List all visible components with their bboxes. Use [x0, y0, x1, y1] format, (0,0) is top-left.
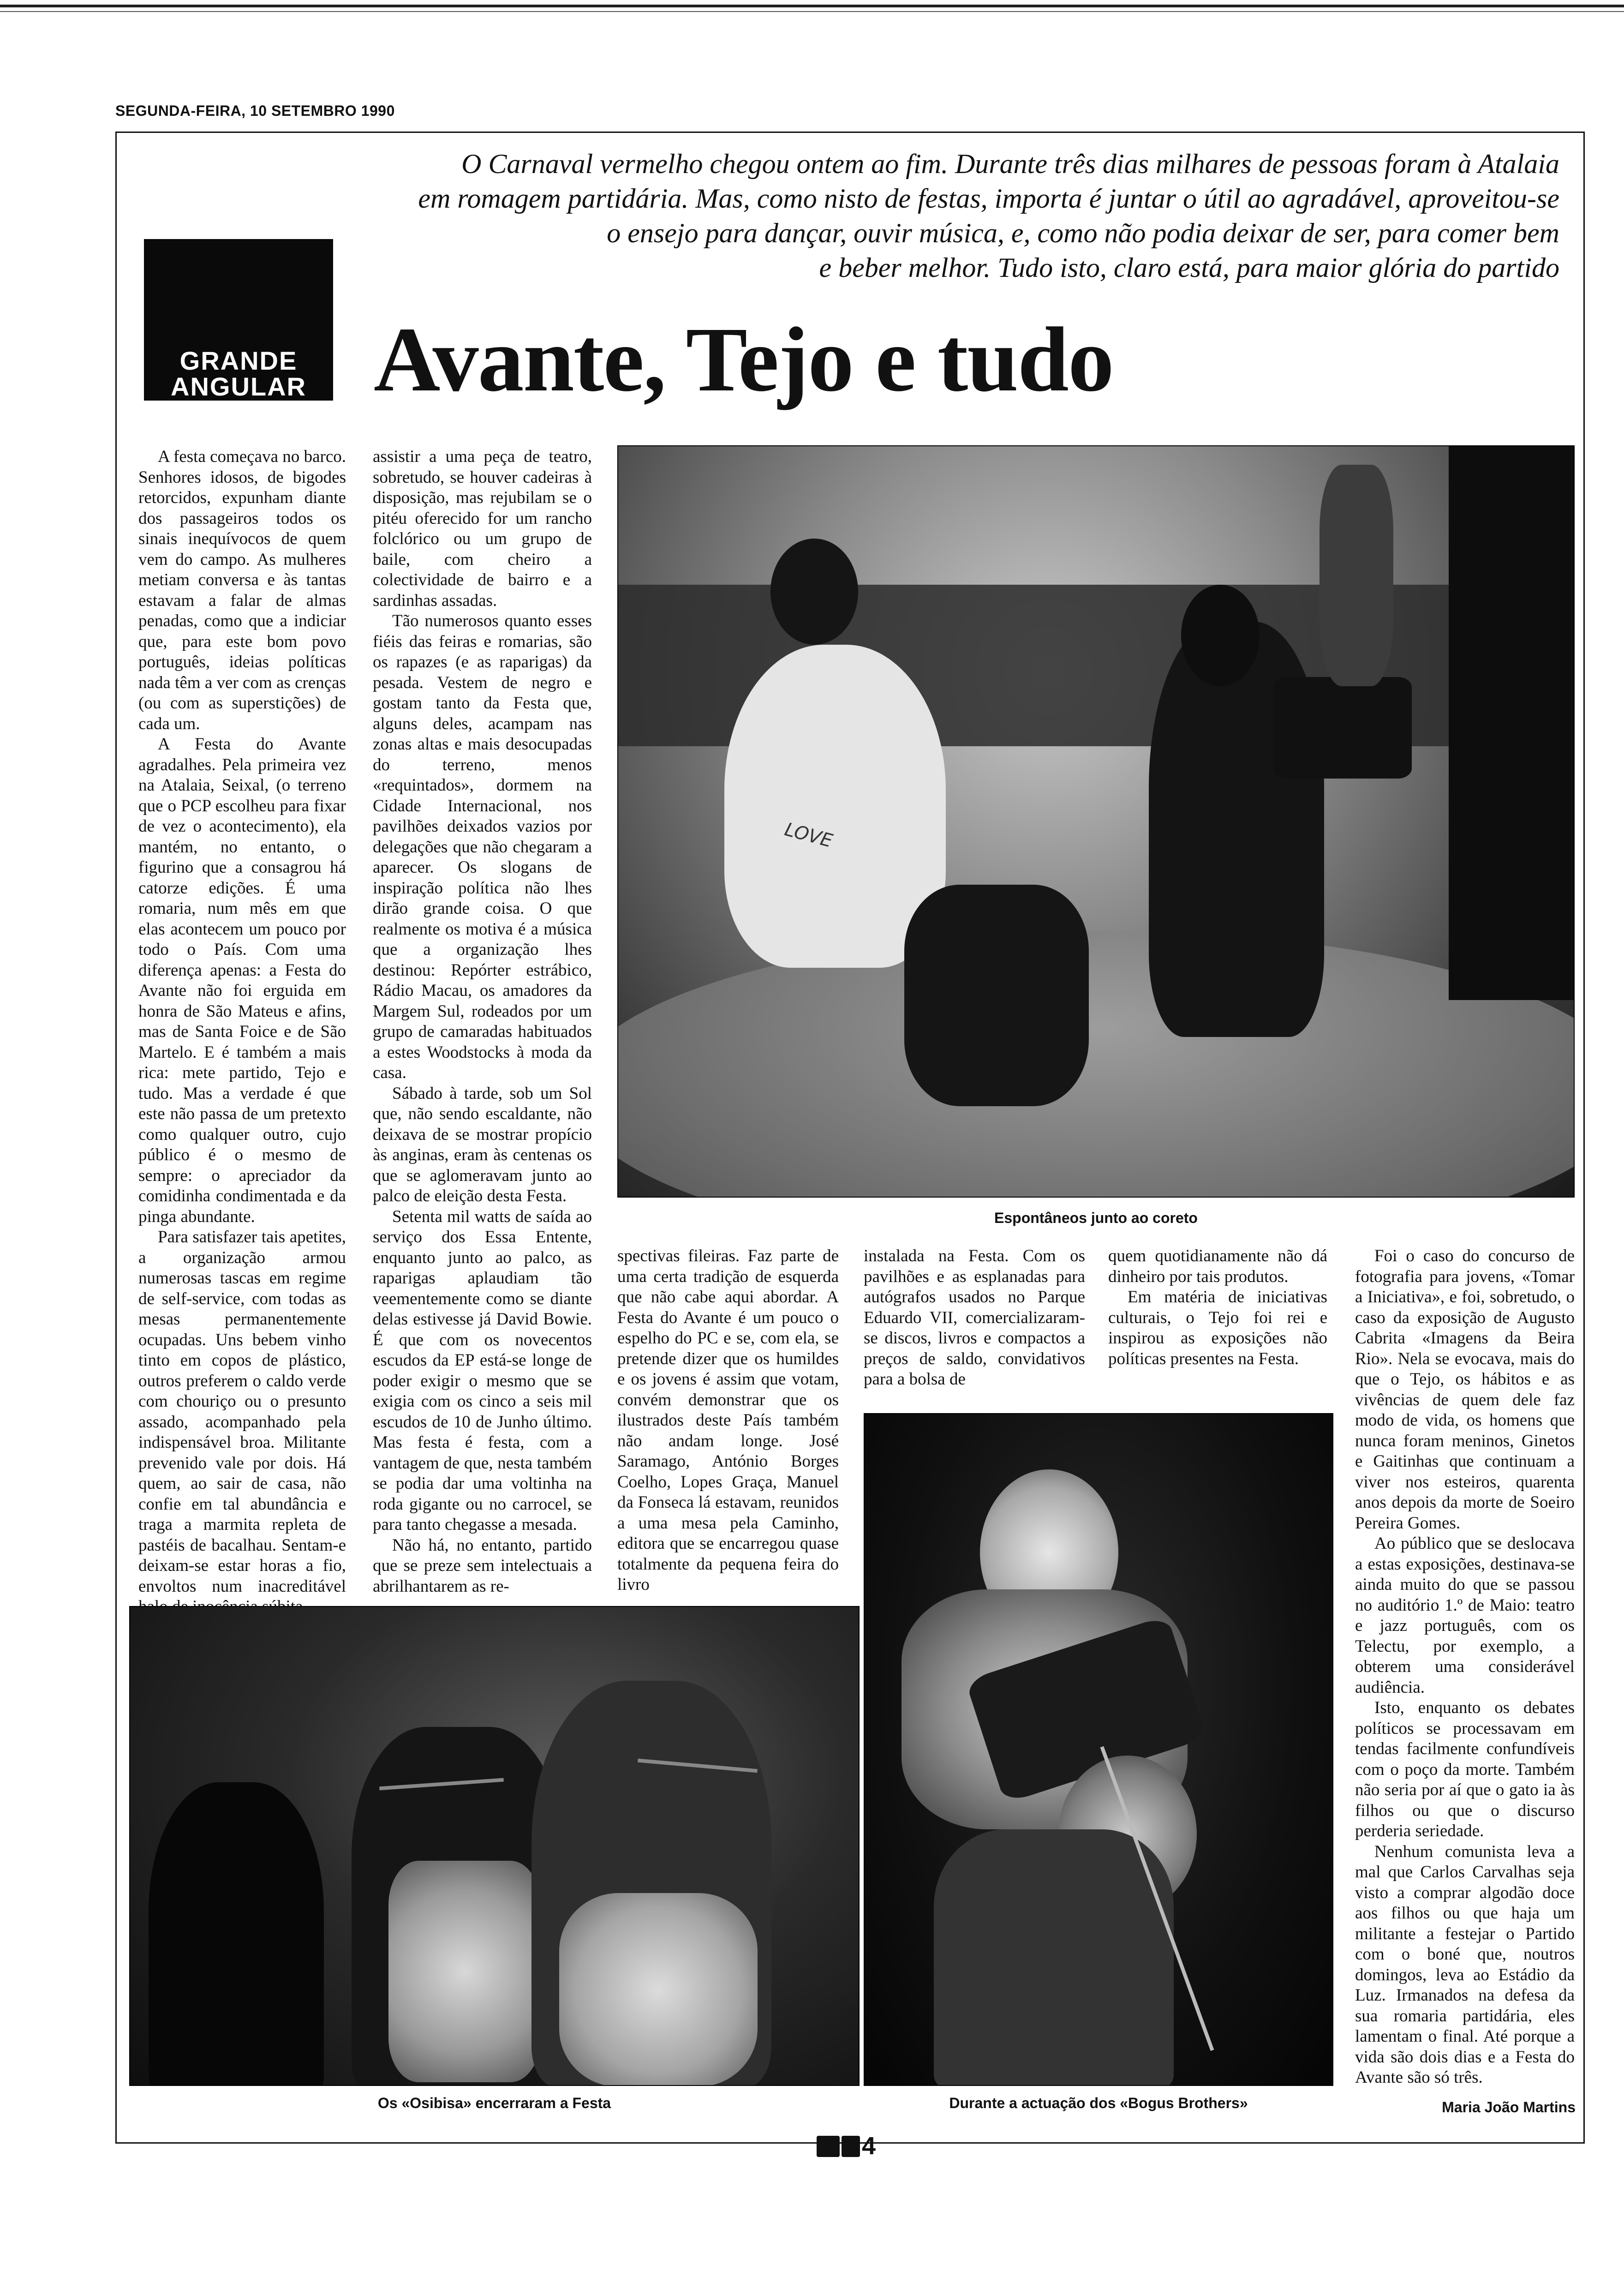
page-folio [817, 2132, 876, 2160]
photo-osibisa-caption: Os «Osibisa» encerraram a Festa [377, 2095, 611, 2111]
paragraph: Para satisfazer tais apetites, a organização armou numerosas tascas em regime de self-service, com todas as mesas permanentemente ocupadas. Uns bebem vinho tinto em copos de plástico, outros preferem o caldo verde com chouriço ou o presunto assado, acompanhado pela indispensável broa. Militante prevenido vale por dois. Há quem, ao sair de casa, não confie em tal abundância e traga a marmita repleta de pastéis de bacalhau. Sentam-e deixam-se estar horas a fio, envoltos num inacreditável [138, 1228, 346, 1596]
top-border-rule-thin [0, 11, 1624, 12]
paragraph: Sábado à tarde, sob um Sol que, não sendo escaldante, não deixava de se mostrar propício às anginas, eram às centenas os que se aglomeravam junto ao palco de eleição desta Festa. [373, 1084, 592, 1205]
paragraph: Ao público que se deslocava a estas exposições, destinava-se ainda muito do que se passou no auditório 1.º de Maio: teatro e jazz português, com os Telectu, por exemplo, a obterem uma considerável audiência. [1355, 1534, 1575, 1697]
paragraph: Foi o caso do concurso de fotografia para jovens, «Tomar a Iniciativa», e foi, sobretudo, o caso da exposição de Augusto Cabrita «Imagens da Beira Rio». Nela se evocava, mais do que o Tejo, os hábitos e as vivências de quem dele faz modo de vida, os homens que nunca foram meninos, Ginetos e Gaitinhas que continuam a viver nos esteiros, quarenta anos depois da morte de Soeiro Pereira Gomes. [1355, 1246, 1575, 1533]
deck-line: o ensejo para dançar, ouvir música, e, como não podia deixar de ser, para comer bem [607, 218, 1559, 248]
main-photo-caption: Espontâneos junto ao coreto [994, 1210, 1198, 1226]
paragraph: quem quotidianamente não dá dinheiro por tais produtos. [1108, 1246, 1327, 1286]
newspaper-logo-icon [842, 2136, 860, 2157]
text-column-5 [1108, 1246, 1327, 1369]
text-column-4 [864, 1246, 1085, 1390]
paragraph: Em matéria de iniciativas culturais, o Tejo foi rei e inspirou as exposições não políticas presentes na Festa. [1108, 1288, 1327, 1368]
paragraph: instalada na Festa. Com os pavilhões e as esplanadas para autógrafos usados no Parque Eduardo VII, comercializaram-se discos, livros e compactos a preços de saldo, convidativos para a bolsa de [864, 1246, 1085, 1389]
deck-line: em romagem partidária. Mas, como nisto de festas, importa é juntar o útil ao agradável, aproveitou-se [418, 183, 1559, 214]
paragraph: A Festa do Avante agradalhes. Pela primeira vez na Atalaia, Seixal, (o terreno que o PCP escolheu para fixar de vez o acontecimento), ela mantém, no entanto, o figurino que a consagrou há catorze edições. É uma romaria, num mês em que elas acontecem um pouco por todo o País. Com uma diferença apenas: a Festa do Avante não foi erguida em honra de São Mateus e afins, mas de Santa Foice e de São Martelo. E é também a mais rica: mete partido, Tejo e tudo. Mas a verdade é que este não passa de um pretexto como qualquer outro, cujo público é o mesmo de sempre: o apreciador da comidinha condimentada e da pinga abundante. [138, 735, 346, 1226]
paragraph: Tão numerosos quanto esses fiéis das feiras e romarias, são os rapazes (e as raparigas) da pesada. Vestem de negro e gostam tanto da Festa que, alguns deles, acampam nas zonas altas e mais desocupadas do terreno, menos «requintados», dormem na Cidade Internacional, nos pavilhões deixados vazios por delegações que não chegaram a aparecer. Os slogans de inspiração política não lhes dirão grande coisa. O que realmente os motiva é a música que a organização lhes destinou: Repórter estrábico, Rádio Macau, os amadores da Margem Sul, rodeados por um grupo de camaradas habituados a estes Woodstocks à moda da casa. [373, 611, 592, 1082]
shirt-print: LOVE [782, 819, 835, 852]
kicker-line: ANGULAR [171, 372, 306, 401]
photo-osibisa-band [129, 1606, 860, 2086]
deck-line: e beber melhor. Tudo isto, claro está, para maior glória do partido [819, 252, 1559, 283]
paragraph: Nenhum comunista leva a mal que Carlos Carvalhas seja visto a comprar algodão doce aos filhos ou que haja um militante a festejar o Partido com o boné que, noutros domingos, leva ao Estádio da Luz. Irmanados na defesa da sua romaria partidária, eles lamentam o final. Até porque a vida são dois dias e a Festa do Avante são só três. [1355, 1842, 1575, 2087]
photo-bogus-caption: Durante a actuação dos «Bogus Brothers» [949, 2095, 1248, 2111]
paragraph: A festa começava no barco. Senhores idosos, de bigodes retorcidos, expunham diante dos passageiros todos os sinais inequívocos de quem vem do campo. As mulheres metiam conversa e às tantas estavam a falar de almas penadas, como que a indiciar que, para este bom povo português, ideias políticas nada têm a ver com as crenças (ou com as superstições) de cada um. [138, 447, 346, 733]
paragraph: spectivas fileiras. Faz parte de uma certa tradição de esquerda que não cabe aqui abordar. A Festa do Avante é um pouco o espelho do PC e se, com ela, se pretende dizer que os humildes e os jovens é assim que votam, convém demonstrar que os ilustrados deste País também não andam longe. José Saramago, António Borges Coelho, Lopes Graça, Manuel da Fonseca lá estavam, reunidos a uma mesa pela Caminho, editora que se encarregou quase totalmente da pequena feira do livro [617, 1246, 839, 1594]
kicker-line: GRANDE [179, 346, 298, 375]
page-date: SEGUNDA-FEIRA, 10 SETEMBRO 1990 [115, 102, 395, 119]
text-column-2 [373, 447, 592, 1597]
paragraph: Não há, no entanto, partido que se preze sem intelectuais a abrilhantarem as re- [373, 1535, 592, 1596]
section-kicker [144, 239, 333, 401]
photo-bogus-brothers [864, 1413, 1333, 2086]
article-byline: Maria João Martins [1442, 2099, 1576, 2115]
paragraph: Isto, enquanto os debates políticos se processavam em tendas facilmente confundíveis com o poço da morte. Também não seria por aí que o gato ia às filhos ou que o discurso perderia seriedade. [1355, 1698, 1575, 1840]
main-photo-dancers [617, 445, 1575, 1198]
paragraph: Setenta mil watts de saída ao serviço dos Essa Entente, enquanto junto ao palco, as raparigas aplaudiam tão veementemente como se diante delas estivesse já David Bowie. É que com os novecentos escudos da EP está-se longe de poder exigir o mesmo que se exigia com os cinco a seis mil escudos de 10 de Junho último. Mas festa é festa, com a vantagem de que, nesta também se podia dar uma voltinha na roda gigante ou no carrocel, se para tanto chegasse a mesada. [373, 1207, 592, 1534]
top-border-rule [0, 5, 1624, 7]
page-number: 4 [862, 2132, 876, 2160]
deck-line: O Carnaval vermelho chegou ontem ao fim. Durante três dias milhares de pessoas foram à Atalaia [461, 149, 1559, 179]
text-column-1 [138, 447, 346, 1659]
text-column-6 [1355, 1246, 1575, 2088]
newspaper-logo-icon [817, 2136, 840, 2157]
article-deck [138, 147, 1559, 285]
text-column-3 [617, 1246, 839, 1595]
article-headline: Avante, Tejo e tudo [374, 309, 1113, 411]
paragraph: assistir a uma peça de teatro, sobretudo, se houver cadeiras à disposição, mas rejubilam se o pitéu oferecido for um rancho folclórico ou um grupo de baile, com cheiro a colectividade de bairro e a sardinhas assadas. [373, 447, 592, 610]
